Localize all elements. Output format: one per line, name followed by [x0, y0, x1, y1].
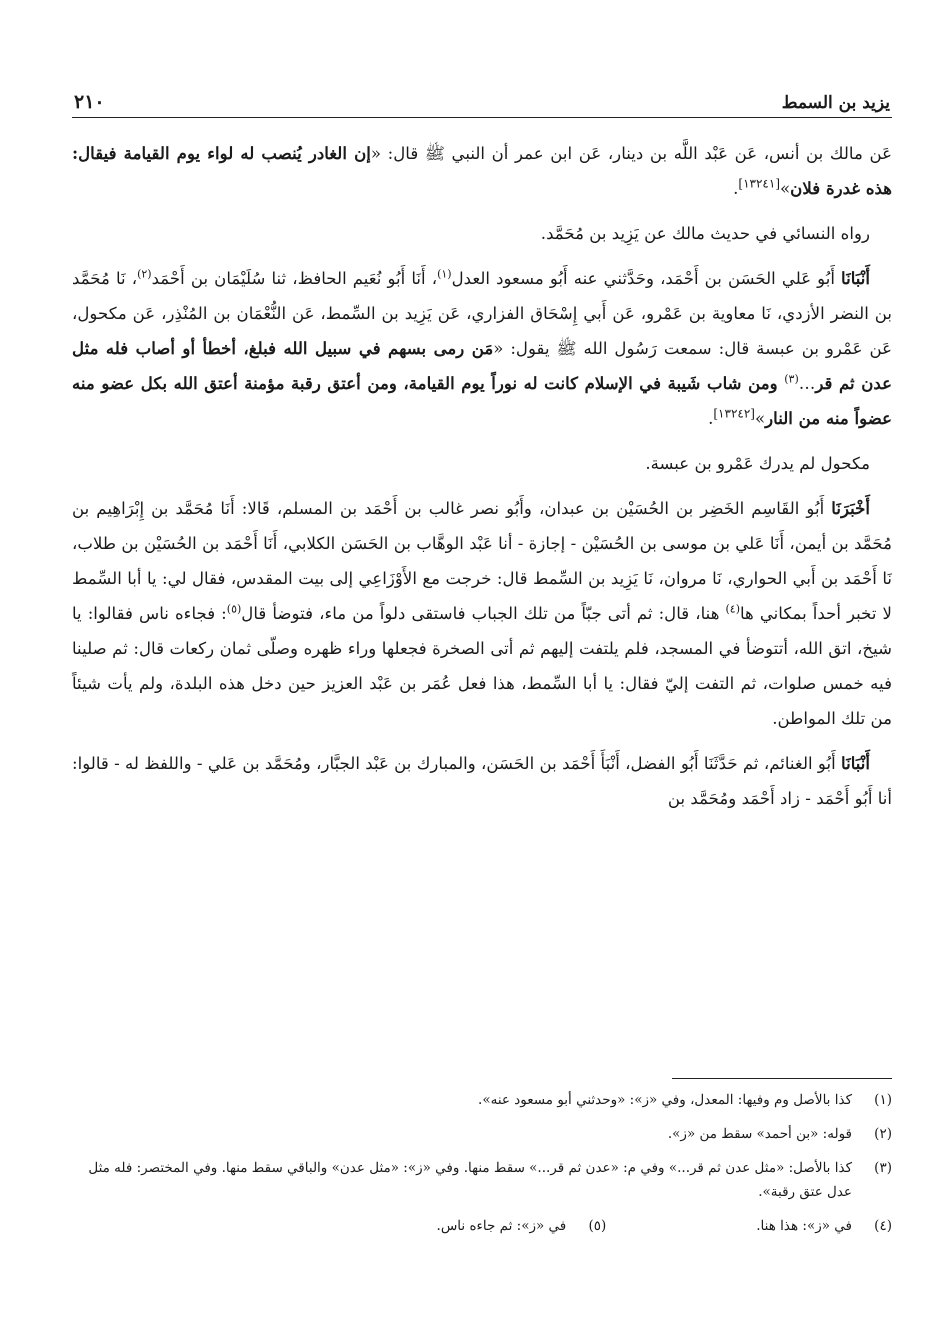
- bold-text: أَنْبَانَا: [841, 268, 870, 288]
- text-segment: هنا، قال: ثم أتى جبّاً من تلك الجباب فاستقى دلواً من ماء، فتوضأ قال: [241, 604, 726, 623]
- bold-text: مَن رمى بسهم في سبيل الله فبلغ، أخطأ أو أصاب فله مثل عدن ثم قر: [72, 338, 892, 393]
- footnote-number: (٣): [874, 1160, 892, 1176]
- footnote-text: كذا بالأصل: «مثل عدن ثم قر...» وفي م: «عدن ثم قر...» سقط منها. وفي «ز»: «مثل عدن» والباقي سقط منها. وفي المختصر: فله مثل عدل عتق رقبة».: [88, 1160, 852, 1200]
- text-segment: »: [754, 409, 766, 428]
- footnote-number: (٥): [588, 1218, 607, 1234]
- footnote-number: (٢): [874, 1126, 892, 1142]
- footnote-marker: (٤): [725, 602, 740, 616]
- text-segment: ، نَا مُحَمَّد بن النضر الأزدي، نَا معاوية بن عَمْرو، عَن أَبي إِسْحَاق الفزاري، عَن يَزِيد بن السِّمط، عَن النُّعْمَان بن المُنْذِر، عَن مكحول، عَن عَمْرو بن عبسة قال: سمعت رَسُول الله ﷺ يقول: «: [72, 269, 892, 358]
- bold-text: أَنْبَانَا: [841, 753, 870, 773]
- text-segment: .: [708, 409, 714, 428]
- text-segment: أَبُو عَلي الحَسَن بن أَحْمَد، وحَدَّثني عنه أَبُو مسعود العدل: [451, 269, 842, 288]
- chapter-title: يزيد بن السمط: [781, 93, 890, 113]
- text-segment: مكحول لم يدرك عَمْرو بن عبسة.: [645, 454, 870, 473]
- footnote-number: (٤): [874, 1218, 892, 1234]
- footnote-5: [437, 1214, 607, 1238]
- text-segment: …: [798, 374, 816, 393]
- bold-text: أَخْبَرَنَا: [831, 498, 870, 518]
- text-segment: : فجاءه ناس فقالوا: يا شيخ، اتق الله، أتتوضأ في المسجد، فلم يلتفت إليهم ثم أتى الصخرة فجعلها وراء ظهره وصلّى ثمان ركعات قال: ثم صلينا فيه خمس صلوات، ثم التفت إليّ فقال: يا أبا السِّمط، هذا فعل عُمَر بن عَبْد العزيز حين دخل هذه البلدة، ولم يأت شيئاً من تلك المواطن.: [72, 604, 892, 728]
- footnote-text: في «ز»: هذا هنا.: [756, 1218, 852, 1234]
- paragraph-p1: [72, 136, 892, 206]
- text-segment: .: [733, 179, 739, 198]
- footnote-3: [72, 1156, 892, 1204]
- footnote-text: كذا بالأصل وم وفيها: المعدل، وفي «ز»: «وحدثني أبو مسعود عنه».: [478, 1092, 852, 1108]
- text-segment: رواه النسائي في حديث مالك عن يَزِيد بن مُحَمَّد.: [540, 224, 870, 243]
- running-header: [72, 58, 892, 118]
- page-number: ٢١٠: [74, 91, 105, 113]
- bold-text: ومن شاب شَيبة في الإسلام كانت له نوراً يوم القيامة، ومن أعتق رقبة مؤمنة أعتق الله بكل عضو منه عضواً منه من النار: [72, 373, 892, 428]
- footnote-1: [72, 1088, 892, 1112]
- text-segment: »: [780, 179, 791, 198]
- paragraph-p6: [72, 746, 892, 816]
- footnote-text: قوله: «بن أحمد» سقط من «ز».: [667, 1126, 852, 1142]
- footnote-marker: (٢): [137, 267, 152, 281]
- paragraph-p2: [72, 216, 892, 251]
- text-segment: أَبُو الغنائم، ثم حَدَّثَنَا أَبُو الفضل، أَنْبَأَ أَحْمَد بن الحَسَن، والمبارك بن عَبْد الجبَّار، ومُحَمَّد بن عَلي - واللفظ له - قالوا: أنا أَبُو أَحْمَد - زاد أَحْمَد ومُحَمَّد بن: [72, 754, 892, 808]
- paragraph-p5: [72, 491, 892, 736]
- hadith-number: [١٣٢٤١]: [738, 176, 781, 191]
- text-segment: عَن مالك بن أنس، عَن عَبْد اللَّه بن دينار، عَن ابن عمر أن النبي ﷺ قال: «: [370, 144, 893, 163]
- footnote-row: [72, 1214, 892, 1248]
- footnote-marker: (٣): [784, 372, 799, 386]
- main-text: [72, 136, 892, 816]
- footnote-marker: (٥): [226, 602, 242, 616]
- footnotes: [72, 1088, 892, 1248]
- footnote-text: في «ز»: ثم جاءه ناس.: [436, 1218, 567, 1234]
- footnote-2: [72, 1122, 892, 1146]
- footnote-marker: (١): [437, 267, 452, 281]
- book-page: [72, 58, 892, 1308]
- hadith-number: [١٣٢٤٢]: [713, 406, 755, 421]
- footnote-number: (١): [874, 1092, 892, 1108]
- paragraph-p3: [72, 261, 892, 436]
- footnote-separator: [672, 1078, 892, 1079]
- text-segment: ، أَنَا أَبُو نُعَيم الحافظ، ثنا سُلَيْمَان بن أَحْمَد: [151, 269, 438, 288]
- bold-text: إن الغادر يُنصب له لواء يوم القيامة فيقال: هذه غدرة فلان: [72, 143, 892, 198]
- paragraph-p4: [72, 446, 892, 481]
- footnote-4: [756, 1214, 892, 1238]
- text-segment: أَبُو القَاسِم الخَضِر بن الحُسَيْن بن عبدان، وأَبُو نصر غالب بن أَحْمَد بن المسلم، قَالا: أَنَا مُحَمَّد بن إِبْرَاهِيم بن مُحَمَّد بن أيمن، أَنَا عَلي بن موسى بن الحُسَيْن - إجازة - أنا عَبْد الوهَّاب بن الحَسَن الكلابي، أَنَا أَحْمَد بن الحُسَيْن بن طلاب، نَا أَحْمَد بن أَبي الحواري، نَا مروان، نَا يَزِيد بن السِّمط قال: خرجت مع الأَوْزَاعِي إلى بيت المقدس، فقال لي: يا أبا السِّمط لا تخبر أحداً بمكاني ها: [72, 499, 892, 623]
